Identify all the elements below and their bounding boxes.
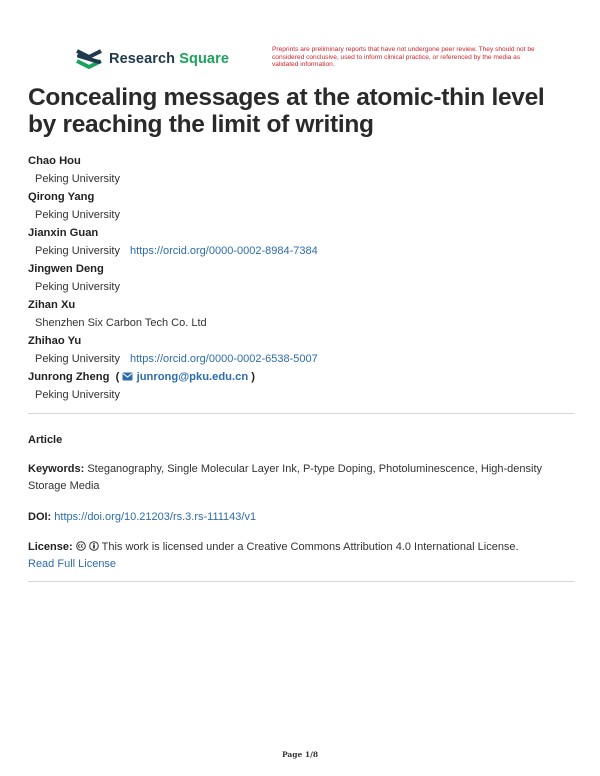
- divider: [28, 581, 574, 582]
- orcid-link[interactable]: https://orcid.org/0000-0002-8984-7384: [129, 245, 318, 257]
- logo-word-research: Research: [109, 51, 176, 67]
- doi-label: DOI:: [28, 511, 52, 523]
- paper-title: Concealing messages at the atomic-thin level by reaching the limit of writing: [28, 84, 545, 138]
- keywords-section: [28, 461, 574, 495]
- doi-link[interactable]: https://doi.org/10.21203/rs.3.rs-111143/v1: [54, 511, 257, 523]
- author-affiliation: Peking University: [35, 281, 120, 293]
- license-section: [28, 539, 574, 573]
- author-affiliation: Peking University: [35, 353, 120, 365]
- author-name: Zihan Xu: [28, 299, 76, 311]
- logo-word-square: Square: [179, 51, 229, 67]
- author-affiliation: Shenzhen Six Carbon Tech Co. Ltd: [35, 317, 207, 329]
- research-square-mark-icon: [75, 48, 103, 70]
- divider: [28, 413, 574, 414]
- keywords-label: Keywords:: [28, 463, 85, 475]
- email-link[interactable]: junrong@pku.edu.cn: [136, 371, 249, 383]
- author-affiliation: Peking University: [35, 389, 120, 401]
- article-type: Article: [28, 434, 63, 446]
- doi-section: [28, 509, 574, 526]
- author-item: [28, 260, 568, 296]
- license-label: License:: [28, 541, 73, 553]
- author-affiliation: Peking University: [35, 209, 120, 221]
- author-item: [28, 188, 568, 224]
- author-affiliation: Peking University: [35, 173, 120, 185]
- attribution-icon: [89, 541, 99, 551]
- author-item: [28, 368, 568, 404]
- author-name: Jingwen Deng: [28, 263, 104, 275]
- license-text: This work is licensed under a Creative Commons Attribution 4.0 International License.: [101, 541, 519, 553]
- author-affiliation: Peking University: [35, 245, 120, 257]
- author-name: Junrong Zheng: [28, 371, 110, 383]
- author-item: [28, 152, 568, 188]
- author-item: [28, 296, 568, 332]
- author-name: Zhihao Yu: [28, 335, 82, 347]
- paren-close: ): [251, 371, 256, 383]
- page-number: Page 1/8: [281, 750, 319, 759]
- logo-wordmark: [109, 51, 229, 67]
- author-list: [28, 152, 568, 404]
- read-full-license-link[interactable]: Read Full License: [28, 558, 117, 570]
- preprint-notice: Preprints are preliminary reports that have not undergone peer review. They should not be considered conclusive, used to inform clinical practice, or referenced by the media as validated information.: [272, 46, 535, 69]
- research-square-logo[interactable]: [75, 48, 229, 70]
- creative-commons-icon: [76, 541, 86, 551]
- author-name: Jianxin Guan: [28, 227, 99, 239]
- orcid-link[interactable]: https://orcid.org/0000-0002-6538-5007: [129, 353, 318, 365]
- keywords-text: Steganography, Single Molecular Layer Ink, P-type Doping, Photoluminescence, High-density Storage Media: [28, 463, 543, 492]
- author-name: Qirong Yang: [28, 191, 95, 203]
- corresponding-author: [28, 368, 568, 386]
- envelope-icon: [122, 372, 133, 381]
- author-item: [28, 224, 568, 260]
- paren-open: (: [112, 371, 120, 383]
- author-name: Chao Hou: [28, 155, 81, 167]
- author-item: [28, 332, 568, 368]
